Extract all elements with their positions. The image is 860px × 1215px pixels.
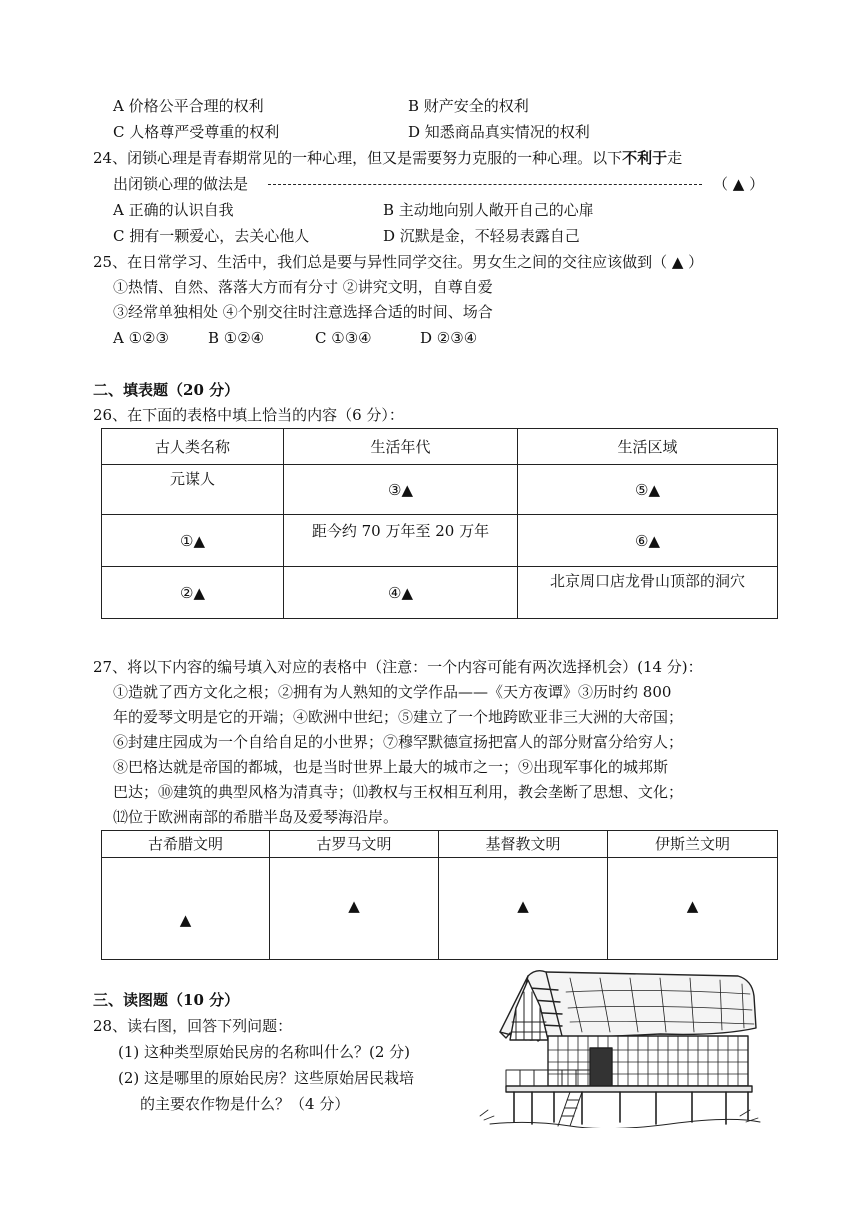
- table-answer-cell[interactable]: ①▲: [102, 515, 284, 567]
- table-header-cell: 伊斯兰文明: [608, 831, 778, 858]
- q28-stem: 28、读右图，回答下列问题：: [93, 1017, 293, 1035]
- q27-body-line: ⑿位于欧洲南部的希腊半岛及爱琴海沿岸。: [113, 808, 399, 826]
- table-row: [102, 465, 778, 515]
- q25-option-a: A ①②③: [113, 329, 169, 347]
- q25-option-d: D ②③④: [420, 329, 478, 347]
- table-header-cell: 古人类名称: [102, 429, 284, 465]
- q28-sub1: (1) 这种类型原始民房的名称叫什么？(2 分): [118, 1043, 411, 1061]
- q24-stem-line2: 出闭锁心理的做法是: [113, 175, 249, 193]
- q24-stem-part2: 走: [667, 149, 683, 167]
- table-cell: 北京周口店龙骨山顶部的洞穴: [518, 567, 778, 619]
- table-header-row: [102, 831, 778, 858]
- q27-body-line: 巴达；⑩建筑的典型风格为清真寺；⑾教权与王权相互利用，教会垄断了思想、文化；: [113, 783, 684, 801]
- q24-option-a: A 正确的认识自我: [113, 201, 234, 219]
- q24-stem-emphasis: 不利于: [622, 149, 668, 167]
- table-answer-cell[interactable]: ③▲: [284, 465, 518, 515]
- q23-option-b: B 财产安全的权利: [408, 97, 529, 115]
- table-cell: 元谋人: [102, 465, 284, 515]
- table-header-cell: 生活年代: [284, 429, 518, 465]
- q24-answer-slot[interactable]: （ ▲ ）: [713, 175, 765, 193]
- q24-option-c: C 拥有一颗爱心，去关心他人: [113, 227, 310, 245]
- q25-stem: 25、在日常学习、生活中，我们总是要与异性同学交往。男女生之间的交往应该做到（ ▲ ）: [93, 253, 704, 271]
- table-answer-cell[interactable]: ④▲: [284, 567, 518, 619]
- table-answer-cell[interactable]: ②▲: [102, 567, 284, 619]
- q23-option-c: C 人格尊严受尊重的权利: [113, 123, 280, 141]
- q26-stem: 26、在下面的表格中填上恰当的内容（6 分）：: [93, 406, 404, 424]
- table-answer-cell[interactable]: ⑥▲: [518, 515, 778, 567]
- table-header-cell: 古希腊文明: [102, 831, 270, 858]
- q27-body-line: ⑧巴格达就是帝国的都城，也是当时世界上最大的城市之一；⑨出现军事化的城邦斯: [113, 758, 669, 776]
- q23-option-d: D 知悉商品真实情况的权利: [408, 123, 590, 141]
- table-cell: 距今约 70 万年至 20 万年: [284, 515, 518, 567]
- q25-option-b: B ①②④: [208, 329, 265, 347]
- q26-table: [101, 428, 778, 619]
- q24-option-d: D 沉默是金，不轻易表露自己: [383, 227, 580, 245]
- table-answer-cell[interactable]: ▲: [270, 858, 439, 960]
- stilt-house-illustration: [470, 966, 762, 1128]
- section-3-title: 三、读图题（10 分）: [93, 991, 240, 1009]
- q25-items-line2: ③经常单独相处 ④个别交往时注意选择合适的时间、场合: [113, 303, 493, 321]
- q23-option-a: A 价格公平合理的权利: [113, 97, 264, 115]
- q25-option-c: C ①③④: [315, 329, 372, 347]
- table-header-cell: 基督教文明: [439, 831, 608, 858]
- table-answer-cell[interactable]: ▲: [439, 858, 608, 960]
- table-answer-cell[interactable]: ⑤▲: [518, 465, 778, 515]
- q28-sub2-line2: 的主要农作物是什么？（4 分）: [140, 1095, 350, 1113]
- q28-sub2-line1: (2) 这是哪里的原始民房？这些原始居民栽培: [118, 1069, 415, 1087]
- q27-stem: 27、将以下内容的编号填入对应的表格中（注意：一个内容可能有两次选择机会）(14 分)：: [93, 658, 703, 676]
- answer-dash-line: [268, 184, 702, 185]
- table-header-row: [102, 429, 778, 465]
- q27-body-line: 年的爱琴文明是它的开端；④欧洲中世纪；⑤建立了一个地跨欧亚非三大洲的大帝国；: [113, 708, 684, 726]
- q25-items-line1: ①热情、自然、落落大方而有分寸 ②讲究文明，自尊自爱: [113, 278, 493, 296]
- q24-stem: [93, 148, 682, 168]
- table-row: [102, 515, 778, 567]
- q27-table: [101, 830, 778, 960]
- table-row: [102, 567, 778, 619]
- q24-stem-part1: 24、闭锁心理是青春期常见的一种心理，但又是需要努力克服的一种心理。以下: [93, 149, 623, 167]
- table-header-cell: 古罗马文明: [270, 831, 439, 858]
- table-header-cell: 生活区域: [518, 429, 778, 465]
- q27-body-line: ①造就了西方文化之根；②拥有为人熟知的文学作品——《天方夜谭》③历时约 800: [113, 683, 672, 701]
- section-2-title: 二、填表题（20 分）: [93, 381, 240, 399]
- table-answer-cell[interactable]: ▲: [102, 858, 270, 960]
- table-answer-cell[interactable]: ▲: [608, 858, 778, 960]
- q24-option-b: B 主动地向别人敞开自己的心扉: [383, 201, 594, 219]
- table-row: [102, 858, 778, 960]
- q27-body-line: ⑥封建庄园成为一个自给自足的小世界；⑦穆罕默德宣扬把富人的部分财富分给穷人；: [113, 733, 684, 751]
